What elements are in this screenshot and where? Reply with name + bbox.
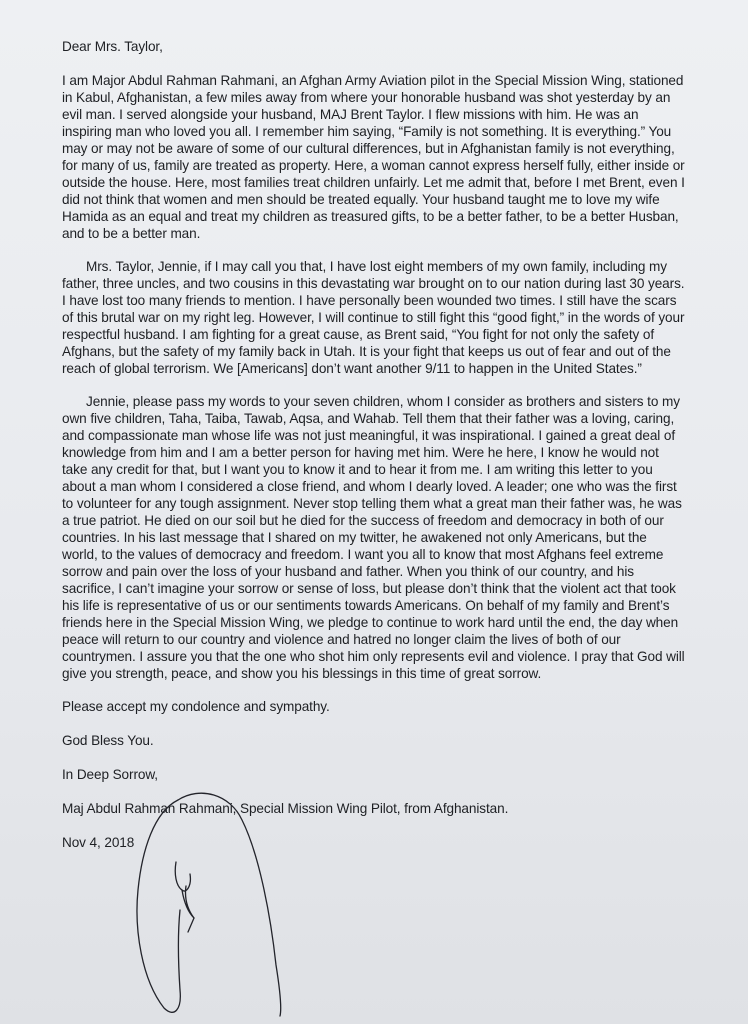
condolence-line: Please accept my condolence and sympathy. — [62, 699, 330, 714]
handwritten-signature-icon — [120, 790, 300, 1020]
paragraph-introduction: I am Major Abdul Rahman Rahmani, an Afghan Army Aviation pilot in the Special Mission Wing, stationed in Kabul, Afghanistan, a few miles away from where your honorable husband was shot yesterday by an evil man. I served alongside your husband, MAJ Brent Taylor. I flew missions with him. He was an inspiring man who loved you all. I remember him saying, “Family is not something. It is everything.” You may or may not be aware of some of our cultural differences, but in Afghanistan family is not everything, for many of us, family are treated as property. Here, a woman cannot express herself fully, either inside or outside the house. Here, most families treat children unfairly. Let me admit that, before I met Brent, even I did not think that women and men should be treated equally. Your husband taught me to love my wife Hamida as an equal and treat my children as treasured gifts, to be a better father, to be a better Husban, and to be a better man. — [62, 73, 685, 241]
sign-off-line: In Deep Sorrow, — [62, 767, 158, 782]
letter-date: Nov 4, 2018 — [62, 835, 135, 850]
paragraph-message-to-children: Jennie, please pass my words to your seven children, whom I consider as brothers and sisters to my own five children, Taha, Taiba, Tawab, Aqsa, and Wahab. Tell them that their father was a loving, caring, and compassionate man whose life was not just meaningful, it was inspirational. I gained a great deal of knowledge from him and I am a better person for having met him. Were he here, I know he would not take any credit for that, but I want you to know it and to hear it from me. I am writing this letter to you about a man whom I considered a close friend, and whom I dearly loved. A leader; one who was the first to volunteer for any tough assignment. Never stop telling them what a great man their father was, he was a true patriot. He died on our soil but he died for the success of freedom and democracy in both of our countries. In his last message that I shared on my twitter, he awakened not only Americans, but the world, to the values of democracy and freedom. I want you all to know that most Afghans feel extreme sorrow and pain over the loss of your husband and father. When you think of our country, and his sacrifice, I can’t imagine your sorrow or sense of loss, but please don’t think that the violent act that took his life is representative of us or our sentiments towards Americans. On behalf of my family and Brent’s friends here in the Special Mission Wing, we pledge to continue to work hard until the end, the day when peace will return to our country and violence and hatred no longer claim the lives of both of our countrymen. I assure you that the one who shot him only represents evil and violence. I pray that God will give you strength, peace, and show you his blessings in this time of great sorrow. — [62, 394, 685, 681]
paragraph-family-loss: Mrs. Taylor, Jennie, if I may call you that, I have lost eight members of my own family, including my father, three uncles, and two cousins in this devastating war brought on to our nation during last 30 years. I have lost too many friends to mention. I have personally been wounded two times. I still have the scars of this brutal war on my right leg. However, I will continue to still fight this “good fight,” in the words of your respectful husband. I am fighting for a great cause, as Brent said, “You fight for not only the safety of Afghans, but the safety of my family back in Utah. It is your fight that keeps us out of fear and out of the reach of global terrorism. We [Americans] don’t want another 9/11 to happen in the United States.” — [62, 259, 685, 376]
author-line: Maj Abdul Rahman Rahmani, Special Mission Wing Pilot, from Afghanistan. — [62, 801, 509, 816]
letter-body — [62, 38, 686, 868]
salutation: Dear Mrs. Taylor, — [62, 39, 163, 54]
blessing-line: God Bless You. — [62, 733, 154, 748]
